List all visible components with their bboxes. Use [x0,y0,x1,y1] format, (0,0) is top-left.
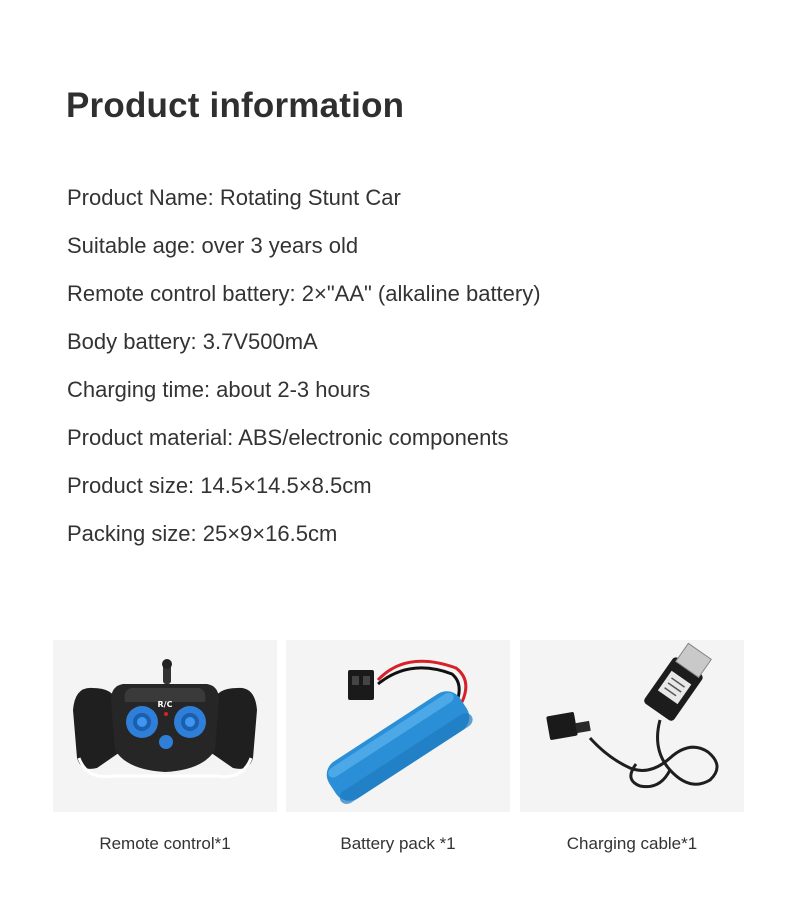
spec-suitable-age: Suitable age: over 3 years old [67,233,359,258]
remote-control-icon [53,640,277,812]
item-card-cable [520,640,744,854]
spec-charging-time: Charging time: about 2-3 hours [67,377,371,402]
battery-pack-icon [286,640,510,812]
item-card-remote [53,640,277,854]
spec-material: Product material: ABS/electronic components [67,425,509,450]
spec-product-name: Product Name: Rotating Stunt Car [67,185,401,210]
charging-cable-icon [520,640,744,812]
spec-body-battery: Body battery: 3.7V500mA [67,329,318,354]
rc-label: R/C [157,700,173,709]
charging-cable-image [520,640,744,812]
spec-list [67,174,541,558]
item-card-battery [286,640,510,854]
package-contents [53,640,745,870]
caption-cable: Charging cable*1 [566,834,698,853]
page-title: Product information [66,86,405,125]
remote-control-image [53,640,277,812]
spec-product-size: Product size: 14.5×14.5×8.5cm [67,473,372,498]
battery-pack-image [286,640,510,812]
spec-packing-size: Packing size: 25×9×16.5cm [67,521,338,546]
caption-remote: Remote control*1 [99,834,231,853]
caption-battery: Battery pack *1 [340,834,456,853]
spec-remote-battery: Remote control battery: 2×"AA" (alkaline battery) [67,281,541,306]
